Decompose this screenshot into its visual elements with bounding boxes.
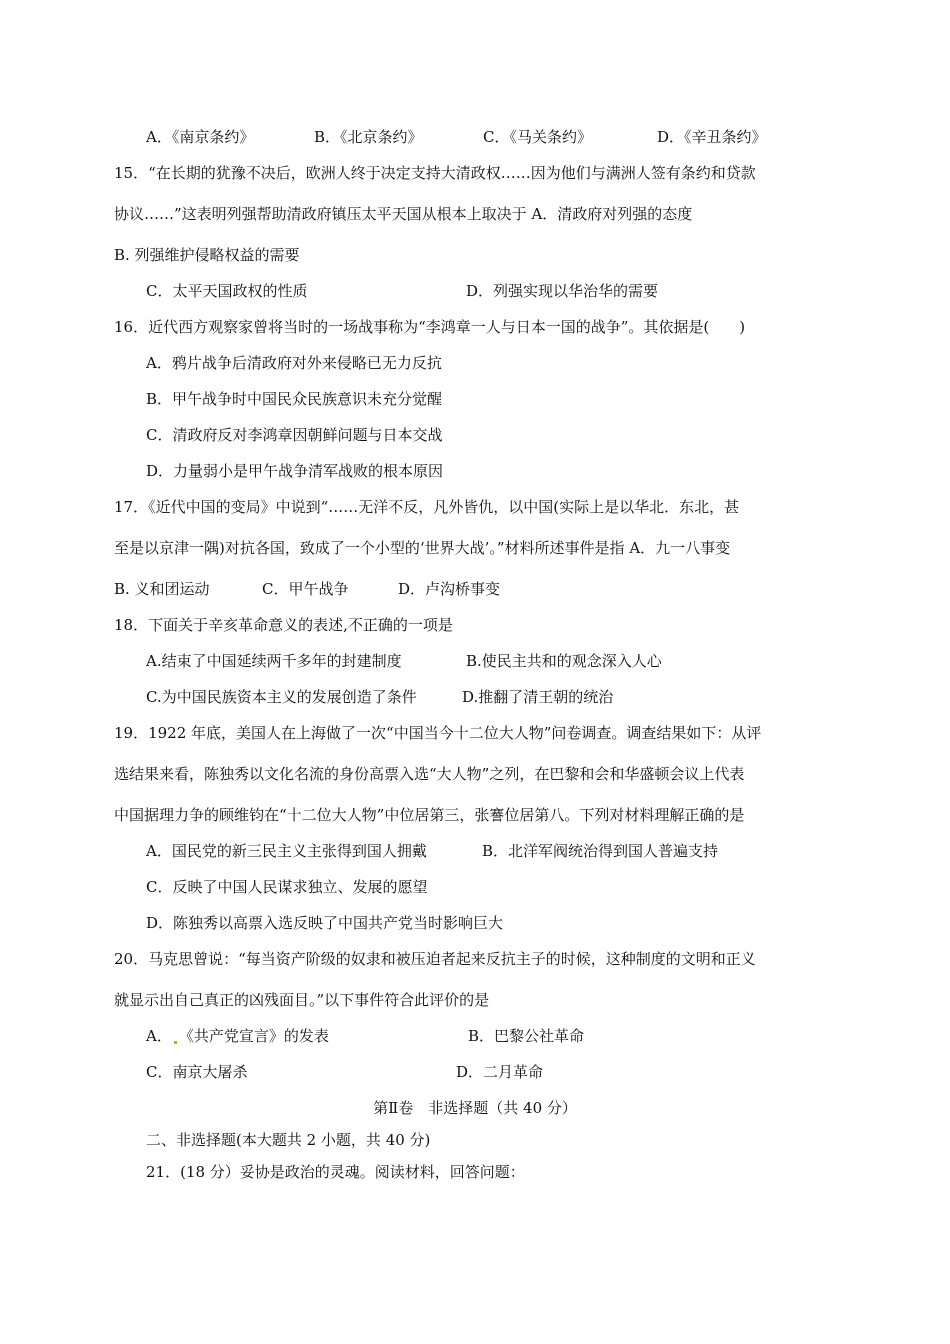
q20-option-d: D．二月革命 [456, 1063, 544, 1081]
q20-stem-line2: 就显示出自己真正的凶残面目。”以下事件符合此评价的是 [114, 991, 490, 1009]
stray-dot-mark [174, 1041, 177, 1044]
q16-option-a: A．鸦片战争后清政府对外来侵略已无力反抗 [146, 354, 442, 372]
q20-option-b: B．巴黎公社革命 [468, 1027, 585, 1045]
q18-stem: 18．下面关于辛亥革命意义的表述,不正确的一项是 [114, 616, 453, 634]
section-2-title: 第Ⅱ卷 非选择题（共 40 分） [373, 1099, 577, 1117]
q14-option-d: D．《辛丑条约》 [657, 128, 767, 146]
q19-option-a: A．国民党的新三民主义主张得到国人拥戴 [146, 842, 427, 860]
q17-option-d: D．卢沟桥事变 [398, 580, 501, 598]
q20-option-a-text: 《共产党宣言》的发表 [178, 1027, 329, 1045]
q20-option-a-prefix: A． [146, 1027, 172, 1045]
q17-stem-line2: 至是以京津一隅)对抗各国，致成了一个小型的‘世界大战’。”材料所述事件是指 A．九一八事变 [114, 539, 731, 557]
q19-stem-line3: 中国据理力争的顾维钧在“十二位大人物”中位居第三，张謇位居第八。下列对材料理解正确的是 [114, 806, 745, 824]
q17-option-b: B. 义和团运动 [114, 580, 210, 598]
q19-stem-line1: 19．1922 年底，美国人在上海做了一次“中国当今十二位大人物”问卷调查。调查结果如下：从评 [114, 724, 762, 742]
q15-option-c: C．太平天国政权的性质 [146, 282, 308, 300]
q19-option-b: B．北洋军阀统治得到国人普遍支持 [482, 842, 719, 860]
q14-option-a: A．《南京条约》 [146, 128, 255, 146]
q17-stem-line1: 17．《近代中国的变局》中说到“……无洋不反，凡外皆仇，以中国(实际上是以华北．东北，甚 [114, 498, 740, 516]
q19-option-d: D．陈独秀以高票入选反映了中国共产党当时影响巨大 [146, 914, 504, 932]
q18-option-c: C.为中国民族资本主义的发展创造了条件 [146, 688, 417, 706]
q14-option-b: B．《北京条约》 [314, 128, 423, 146]
section-2-subtitle: 二、非选择题(本大题共 2 小题，共 40 分) [146, 1131, 431, 1149]
q15-option-b: B. 列强维护侵略权益的需要 [114, 246, 300, 264]
q20-option-c: C．南京大屠杀 [146, 1063, 248, 1081]
q18-option-b: B.使民主共和的观念深入人心 [466, 652, 662, 670]
q20-option-a [146, 1026, 329, 1046]
q19-option-c: C．反映了中国人民谋求独立、发展的愿望 [146, 878, 428, 896]
q15-stem-line2: 协议……”这表明列强帮助清政府镇压太平天国从根本上取决于 A．清政府对列强的态度 [114, 205, 693, 223]
q20-stem-line1: 20．马克思曾说：“每当资产阶级的奴隶和被压迫者起来反抗主子的时候，这种制度的文明和正义 [114, 950, 756, 968]
q16-stem: 16．近代西方观察家曾将当时的一场战事称为“李鸿章一人与日本一国的战争”。其依据是( ) [114, 318, 746, 336]
q17-option-c: C．甲午战争 [262, 580, 349, 598]
q15-option-d: D．列强实现以华治华的需要 [466, 282, 659, 300]
q16-option-d: D．力量弱小是甲午战争清军战败的根本原因 [146, 462, 444, 480]
q18-option-d: D.推翻了清王朝的统治 [462, 688, 614, 706]
q14-option-c: C．《马关条约》 [483, 128, 592, 146]
q15-stem-line1: 15．“在长期的犹豫不决后，欧洲人终于决定支持大清政权……因为他们与满洲人签有条约和贷款 [114, 164, 756, 182]
q21-stem: 21．(18 分）妥协是政治的灵魂。阅读材料，回答问题： [146, 1163, 525, 1181]
q16-option-b: B．甲午战争时中国民众民族意识未充分觉醒 [146, 390, 443, 408]
q19-stem-line2: 选结果来看，陈独秀以文化名流的身份高票入选“大人物”之列，在巴黎和会和华盛顿会议上代表 [114, 765, 745, 783]
q18-option-a: A.结束了中国延续两千多年的封建制度 [146, 652, 402, 670]
q16-option-c: C．清政府反对李鸿章因朝鲜问题与日本交战 [146, 426, 443, 444]
